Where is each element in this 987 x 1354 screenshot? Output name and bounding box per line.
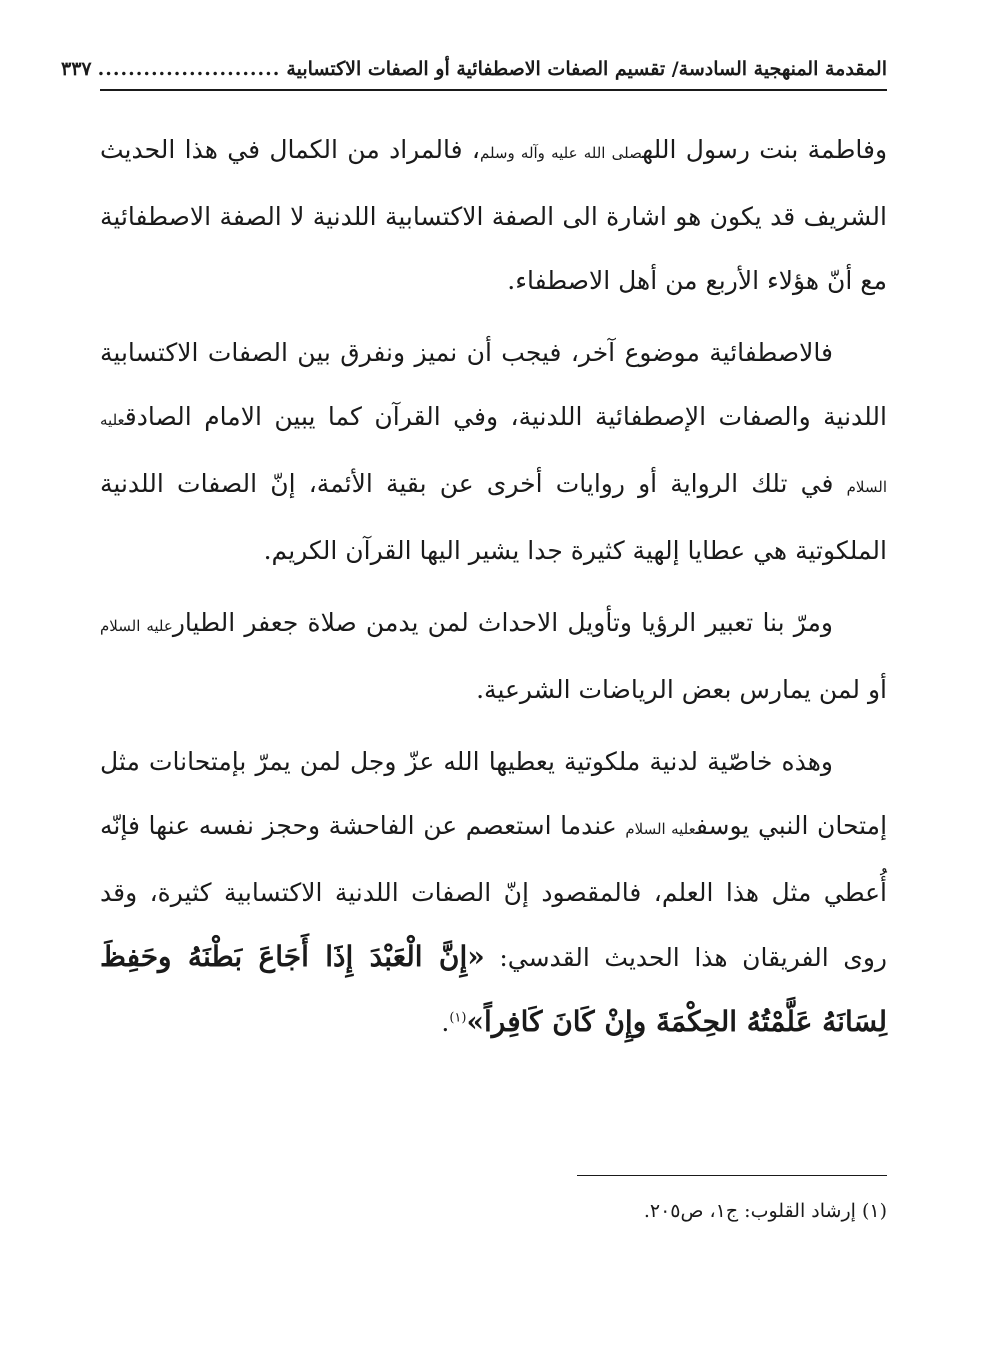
paragraph-3 <box>100 591 887 722</box>
honorific-phrase: صلى الله عليه وآله وسلم <box>479 144 643 162</box>
running-header-dots: ........................ <box>97 58 281 80</box>
header-divider <box>100 89 887 91</box>
text-run: وفاطمة بنت رسول الله <box>642 135 888 164</box>
honorific-phrase: عليه السلام <box>100 411 887 496</box>
body-text <box>100 118 887 1063</box>
running-header <box>61 52 887 86</box>
footnote-marker[interactable]: (١) <box>449 1010 467 1026</box>
text-run: . <box>441 1008 450 1037</box>
text-run: أو لمن يمارس بعض الرياضات الشرعية. <box>476 675 887 704</box>
text-run: في تلك الرواية أو روايات أخرى عن بقية الأئمة، إنّ الصفات اللدنية الملكوتية هي عطايا إلهية كثيرة جدا يشير اليها القرآن الكريم. <box>100 469 887 565</box>
paragraph-4 <box>100 730 887 1055</box>
text-run: ومرّ بنا تعبير الرؤيا وتأويل الاحداث لمن يدمن صلاة جعفر الطيار <box>172 608 834 637</box>
running-header-title: المقدمة المنهجية السادسة/ تقسيم الصفات الاصطفائية أو الصفات الاكتسابية <box>286 58 887 80</box>
text-run: ، فالمراد من الكمال في هذا الحديث الشريف قد يكون هو اشارة الى الصفة الاكتسابية اللدنية لا الصفة الاصطفائية مع أنّ هؤلاء الأربع من أهل الاصطفاء. <box>100 135 887 295</box>
page-number: ٣٣٧ <box>61 58 92 80</box>
hadith-quote: «إِنَّ الْعَبْدَ إِذَا أَجَاعَ بَطْنَهُ وحَفِظَ لِسَانَهُ عَلَّمْتُهُ الحِكْمَةَ وإِنْ كَانَ كَافِراً» <box>100 940 887 1038</box>
footnote-divider <box>577 1175 887 1176</box>
text-run: وهذه خاصّية لدنية ملكوتية يعطيها الله عزّ وجل لمن يمرّ بإمتحانات مثل إمتحان النبي يوسف <box>100 747 888 840</box>
paragraph-2 <box>100 321 887 583</box>
text-run: فالاصطفائية موضوع آخر، فيجب أن نميز ونفرق بين الصفات الاكتسابية اللدنية والصفات الإصطفائية اللدنية، وفي القرآن كما يبين الامام الصادق <box>100 338 887 431</box>
honorific-phrase: عليه السلام <box>625 820 696 838</box>
honorific-phrase: عليه السلام <box>100 617 173 635</box>
text-run: عندما استعصم عن الفاحشة وحجز نفسه عنها فإنّه أُعطي مثل هذا العلم، فالمقصود إنّ الصفات اللدنية الاكتسابية كثيرة، وقد روى الفريقان هذا الحديث القدسي: <box>100 811 887 972</box>
paragraph-1 <box>100 118 887 313</box>
footnote: (١) إرشاد القلوب: ج١، ص٢٠٥. <box>643 1200 887 1222</box>
